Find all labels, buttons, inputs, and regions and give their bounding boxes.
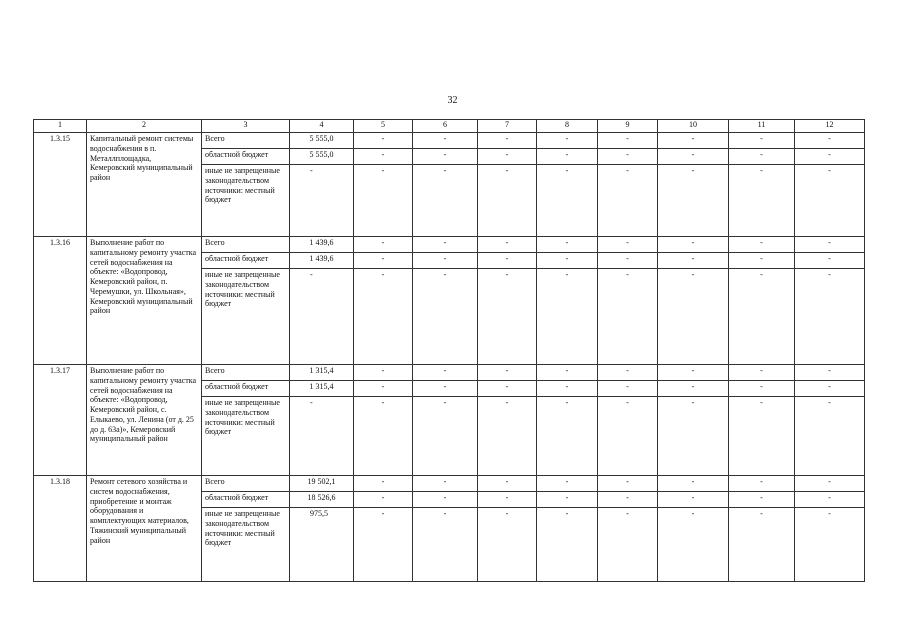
empty-value: - (795, 237, 865, 253)
empty-value: - (413, 269, 478, 365)
column-number: 5 (354, 120, 413, 133)
empty-value: - (795, 133, 865, 149)
funding-source: Всего (202, 476, 290, 492)
funding-source: областной бюджет (202, 492, 290, 508)
empty-value: - (354, 269, 413, 365)
empty-value: - (658, 149, 729, 165)
empty-value: - (413, 165, 478, 237)
empty-value: - (354, 397, 413, 476)
empty-value: - (478, 492, 537, 508)
empty-value: - (598, 365, 658, 381)
column-number: 10 (658, 120, 729, 133)
column-number: 11 (729, 120, 795, 133)
empty-value: - (795, 365, 865, 381)
empty-value: - (413, 133, 478, 149)
empty-value: - (537, 269, 598, 365)
empty-value: - (795, 149, 865, 165)
amount-value: 5 555,0 (290, 149, 354, 165)
empty-value: - (729, 133, 795, 149)
empty-value: - (729, 165, 795, 237)
column-number: 12 (795, 120, 865, 133)
empty-value: - (413, 476, 478, 492)
empty-value: - (354, 237, 413, 253)
column-number: 2 (87, 120, 202, 133)
empty-value: - (729, 492, 795, 508)
empty-value: - (537, 476, 598, 492)
empty-value: - (598, 269, 658, 365)
empty-value: - (478, 253, 537, 269)
empty-value: - (795, 508, 865, 582)
empty-value: - (598, 397, 658, 476)
empty-value: - (658, 492, 729, 508)
empty-value: - (658, 237, 729, 253)
empty-value: - (795, 397, 865, 476)
empty-value: - (354, 365, 413, 381)
empty-value: - (478, 269, 537, 365)
funding-source: областной бюджет (202, 149, 290, 165)
empty-value: - (598, 476, 658, 492)
amount-value: 5 555,0 (290, 133, 354, 149)
empty-value: - (658, 508, 729, 582)
empty-value: - (413, 253, 478, 269)
amount-value: - (290, 165, 354, 237)
empty-value: - (729, 397, 795, 476)
empty-value: - (598, 165, 658, 237)
funding-source: областной бюджет (202, 253, 290, 269)
funding-source: Всего (202, 237, 290, 253)
empty-value: - (795, 253, 865, 269)
column-number: 3 (202, 120, 290, 133)
table-row (34, 365, 865, 381)
empty-value: - (795, 476, 865, 492)
empty-value: - (795, 492, 865, 508)
column-number: 4 (290, 120, 354, 133)
empty-value: - (598, 508, 658, 582)
empty-value: - (729, 149, 795, 165)
empty-value: - (658, 269, 729, 365)
column-number: 7 (478, 120, 537, 133)
item-number: 1.3.18 (34, 476, 87, 582)
empty-value: - (413, 381, 478, 397)
item-name: Капитальный ремонт системы водоснабжения в п. Металлплощадка, Кемеровский муниципальный район (87, 133, 202, 237)
empty-value: - (354, 508, 413, 582)
empty-value: - (478, 476, 537, 492)
table-body (34, 133, 865, 582)
empty-value: - (354, 165, 413, 237)
amount-value: 975,5 (290, 508, 354, 582)
empty-value: - (729, 253, 795, 269)
empty-value: - (658, 253, 729, 269)
empty-value: - (354, 149, 413, 165)
empty-value: - (598, 492, 658, 508)
empty-value: - (478, 165, 537, 237)
empty-value: - (413, 492, 478, 508)
column-number: 9 (598, 120, 658, 133)
empty-value: - (537, 508, 598, 582)
funding-source: Всего (202, 365, 290, 381)
empty-value: - (478, 149, 537, 165)
column-number: 1 (34, 120, 87, 133)
empty-value: - (729, 365, 795, 381)
funding-source: иные не запрещенные законодательством источники: местный бюджет (202, 397, 290, 476)
empty-value: - (413, 237, 478, 253)
amount-value: - (290, 269, 354, 365)
empty-value: - (537, 133, 598, 149)
empty-value: - (354, 381, 413, 397)
empty-value: - (537, 381, 598, 397)
item-name: Выполнение работ по капитальному ремонту участка сетей водоснабжения на объекте: «Водопровод, Кемеровский район, п. Черемушки, ул. Школьная», Кемеровский муниципальный район (87, 237, 202, 365)
empty-value: - (598, 237, 658, 253)
empty-value: - (413, 397, 478, 476)
empty-value: - (413, 508, 478, 582)
empty-value: - (729, 508, 795, 582)
empty-value: - (729, 237, 795, 253)
empty-value: - (537, 397, 598, 476)
item-number: 1.3.16 (34, 237, 87, 365)
empty-value: - (478, 133, 537, 149)
empty-value: - (598, 149, 658, 165)
empty-value: - (537, 165, 598, 237)
item-name: Ремонт сетевого хозяйства и систем водоснабжения, приобретение и монтаж оборудования и комплектующих материалов, Тяжинский муниципальный район (87, 476, 202, 582)
empty-value: - (537, 253, 598, 269)
empty-value: - (658, 165, 729, 237)
amount-value: 1 315,4 (290, 365, 354, 381)
funding-source: областной бюджет (202, 381, 290, 397)
empty-value: - (598, 133, 658, 149)
empty-value: - (413, 149, 478, 165)
column-number-row (34, 120, 865, 133)
table-row (34, 476, 865, 492)
empty-value: - (658, 365, 729, 381)
empty-value: - (658, 397, 729, 476)
empty-value: - (354, 476, 413, 492)
table-row (34, 237, 865, 253)
empty-value: - (354, 253, 413, 269)
item-number: 1.3.17 (34, 365, 87, 476)
funding-source: иные не запрещенные законодательством источники: местный бюджет (202, 165, 290, 237)
empty-value: - (598, 381, 658, 397)
empty-value: - (537, 149, 598, 165)
empty-value: - (795, 269, 865, 365)
empty-value: - (478, 365, 537, 381)
empty-value: - (413, 365, 478, 381)
empty-value: - (729, 476, 795, 492)
table-row (34, 133, 865, 149)
page-number: 32 (447, 95, 458, 106)
empty-value: - (598, 253, 658, 269)
amount-value: 1 315,4 (290, 381, 354, 397)
amount-value: 18 526,6 (290, 492, 354, 508)
empty-value: - (795, 165, 865, 237)
amount-value: - (290, 397, 354, 476)
funding-source: иные не запрещенные законодательством источники: местный бюджет (202, 508, 290, 582)
empty-value: - (478, 397, 537, 476)
empty-value: - (658, 133, 729, 149)
amount-value: 19 502,1 (290, 476, 354, 492)
funding-source: иные не запрещенные законодательством источники: местный бюджет (202, 269, 290, 365)
empty-value: - (537, 492, 598, 508)
item-name: Выполнение работ по капитальному ремонту участка сетей водоснабжения на объекте: «Водопровод, Кемеровский район, с. Елыкаево, ул. Ленина (от д. 25 до д. 63а)», Кемеровский муниципальный район (87, 365, 202, 476)
amount-value: 1 439,6 (290, 237, 354, 253)
amount-value: 1 439,6 (290, 253, 354, 269)
empty-value: - (478, 381, 537, 397)
empty-value: - (795, 381, 865, 397)
program-table (33, 119, 865, 582)
empty-value: - (478, 237, 537, 253)
empty-value: - (537, 365, 598, 381)
empty-value: - (354, 133, 413, 149)
item-number: 1.3.15 (34, 133, 87, 237)
empty-value: - (354, 492, 413, 508)
empty-value: - (658, 381, 729, 397)
empty-value: - (729, 381, 795, 397)
empty-value: - (658, 476, 729, 492)
empty-value: - (729, 269, 795, 365)
column-number: 6 (413, 120, 478, 133)
funding-source: Всего (202, 133, 290, 149)
empty-value: - (478, 508, 537, 582)
empty-value: - (537, 237, 598, 253)
column-number: 8 (537, 120, 598, 133)
